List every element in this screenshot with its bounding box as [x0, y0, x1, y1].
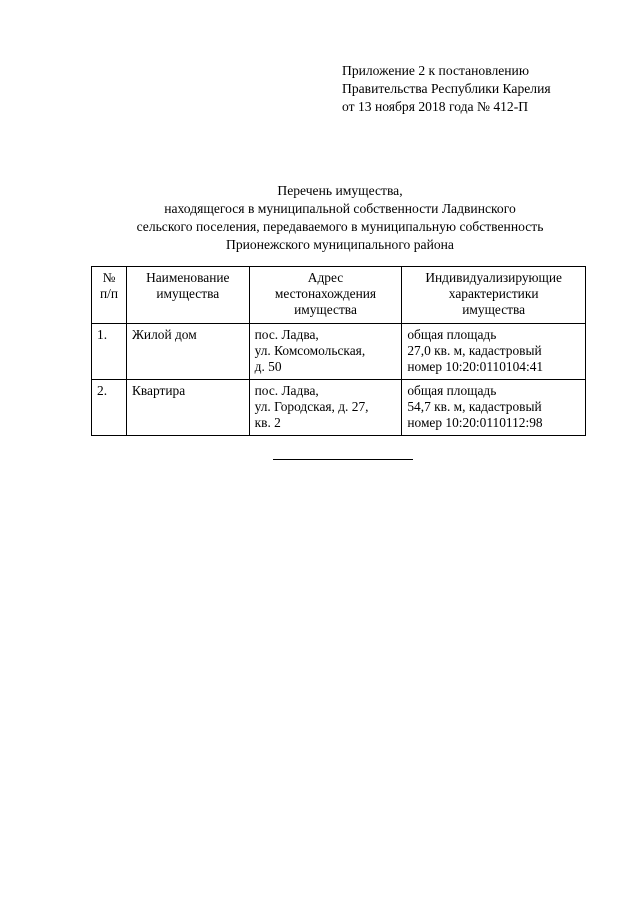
header-name: Наименование имущества: [126, 267, 249, 324]
row-address: пос. Ладва, ул. Городская, д. 27, кв. 2: [249, 380, 402, 436]
table-header-row: [92, 267, 586, 324]
appendix-line: Приложение 2 к постановлению: [342, 63, 529, 78]
row-address: пос. Ладва, ул. Комсомольская, д. 50: [249, 324, 402, 380]
title-line: сельского поселения, передаваемого в муниципальную собственность: [136, 219, 544, 234]
end-of-document-divider: [273, 459, 413, 460]
row-characteristics: общая площадь 54,7 кв. м, кадастровый номер 10:20:0110112:98: [402, 380, 586, 436]
property-table: [91, 266, 586, 436]
row-name: Жилой дом: [126, 324, 249, 380]
title-line: находящегося в муниципальной собственности Ладвинского: [164, 201, 516, 216]
title-line: Перечень имущества,: [277, 183, 403, 198]
header-characteristics: Индивидуализирующие характеристики имущества: [402, 267, 586, 324]
document-title: [90, 182, 590, 254]
row-number: 2.: [92, 380, 127, 436]
row-name: Квартира: [126, 380, 249, 436]
appendix-line: Правительства Республики Карелия: [342, 81, 551, 96]
header-address: Адрес местонахождения имущества: [249, 267, 402, 324]
title-line: Прионежского муниципального района: [226, 237, 454, 252]
appendix-line: от 13 ноября 2018 года № 412-П: [342, 99, 529, 114]
row-characteristics: общая площадь 27,0 кв. м, кадастровый номер 10:20:0110104:41: [402, 324, 586, 380]
appendix-reference: [342, 62, 551, 116]
row-number: 1.: [92, 324, 127, 380]
table-row: [92, 380, 586, 436]
header-number: № п/п: [92, 267, 127, 324]
table-row: [92, 324, 586, 380]
